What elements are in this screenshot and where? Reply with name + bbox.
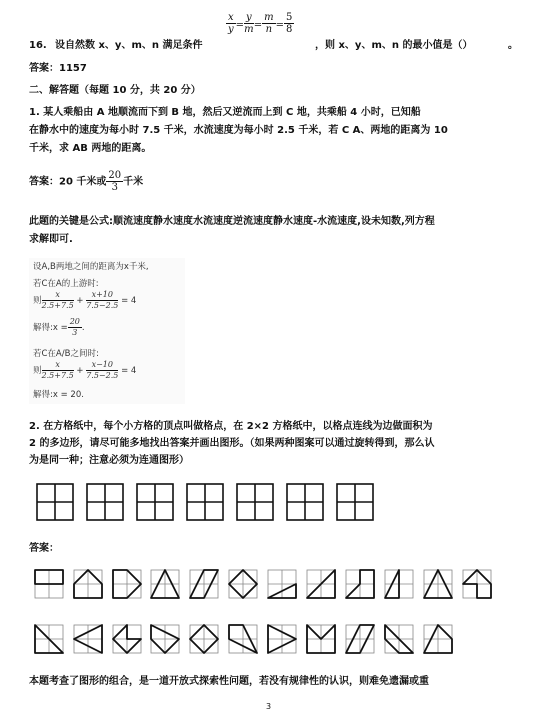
sol-l7: 解得:x = 20. (33, 390, 84, 400)
key-line1: 此题的关键是公式:顺流速度静水速度水流速度逆流速度静水速度-水流速度,设未知数,列方程 (29, 216, 435, 227)
sol-l2: 若C在A的上游时: (33, 279, 99, 289)
answer-1-frac-num: 20 (108, 170, 122, 181)
sol-l6-plus: + (76, 366, 84, 376)
answer-1-suffix: 千米 (123, 176, 144, 188)
sol-l4-end: . (81, 323, 85, 333)
q1-line1: 1. 某人乘船由 A 地顺流而下到 B 地，然后又逆流而上到 C 地，共乘船 4 小时，已知船 (29, 107, 421, 118)
q16-number: 16. (29, 40, 47, 51)
eq-f4-num: 5 (285, 12, 293, 23)
sol-l3-eq: = 4 (121, 296, 137, 306)
q2-line1: 2. 在方格纸中，每个小方格的顶点叫做格点，在 2×2 方格纸中，以格点连线为边做面积为 (29, 421, 433, 432)
sol-l3-f1-den: 2.5+7.5 (41, 301, 74, 310)
q2-line3: 为是同一种；注意必须为连通图形） (29, 455, 189, 466)
q16-equation: $\frac{x}{y}$ = $\frac{y}{m}$ = $\frac{m}{n}$ = $\frac{5}{8}$ (227, 12, 293, 35)
key-line2: 求解即可. (29, 234, 73, 245)
sol-l4-num: 20 (69, 317, 80, 326)
sol-l6-f1-den: 2.5+7.5 (41, 371, 74, 380)
eq-f2-num: y (246, 12, 252, 23)
section-heading: 二、解答题（每题 10 分，共 20 分） (29, 85, 201, 96)
q16-text-before: 设自然数 x、y、m、n 满足条件 (55, 40, 203, 51)
q1-line3: 千米，求 AB 两地的距离。 (29, 143, 152, 154)
q2-line2: 2 的多边形，请尽可能多地找出答案并画出图形。（如果两种图案可以通过旋转得到，那么认 (29, 438, 435, 449)
eq-f1-den: y (227, 24, 234, 35)
sol-l3-f2-num: x+10 (86, 290, 118, 301)
answer-1-prefix: 答案：20 千米或 (29, 176, 107, 188)
eq-f4-den: 8 (285, 24, 293, 35)
answer-2-label: 答案： (29, 543, 59, 554)
q16-trail: 。 (508, 40, 518, 51)
eq-f3-den: n (265, 24, 273, 35)
page-number: 3 (266, 702, 272, 711)
sol-l3-f1-num: x (42, 290, 74, 301)
footer-note: 本题考查了图形的组合，是一道开放式探索性问题，若没有规律性的认识，则难免遗漏或重 (29, 676, 429, 687)
sol-l4-den: 3 (72, 328, 78, 337)
q1-line2: 在静水中的速度为每小时 7.5 千米，水流速度为每小时 2.5 千米，若 C A、两地的距离为 10 (29, 125, 448, 136)
sol-l3-f2-den: 7.5−2.5 (86, 301, 119, 310)
sol-l6-eq: = 4 (121, 366, 137, 376)
sol-l6-f2-num: x−10 (86, 360, 118, 371)
sol-l5: 若C在A/B之间时: (33, 349, 99, 359)
sol-l4-pre: 解得:x = (33, 323, 68, 333)
q16-text-after: ，则 x、y、m、n 的最小值是（） (315, 40, 473, 51)
eq-f1-num: x (228, 12, 234, 23)
eq-f3-num: m (264, 12, 274, 23)
eq-f2-den: m (244, 24, 254, 35)
sol-l6-f1-num: x (42, 360, 74, 371)
answer-16: 答案：1157 (29, 63, 87, 74)
sol-l6-pre: 则 (33, 366, 42, 376)
sol-l1: 设A,B两地之间的距离为x千米, (33, 262, 149, 272)
sol-l3-pre: 则 (33, 296, 42, 306)
sol-l6-f2-den: 7.5−2.5 (86, 371, 119, 380)
sol-l3-plus: + (76, 296, 84, 306)
answer-1-frac-den: 3 (111, 182, 118, 193)
